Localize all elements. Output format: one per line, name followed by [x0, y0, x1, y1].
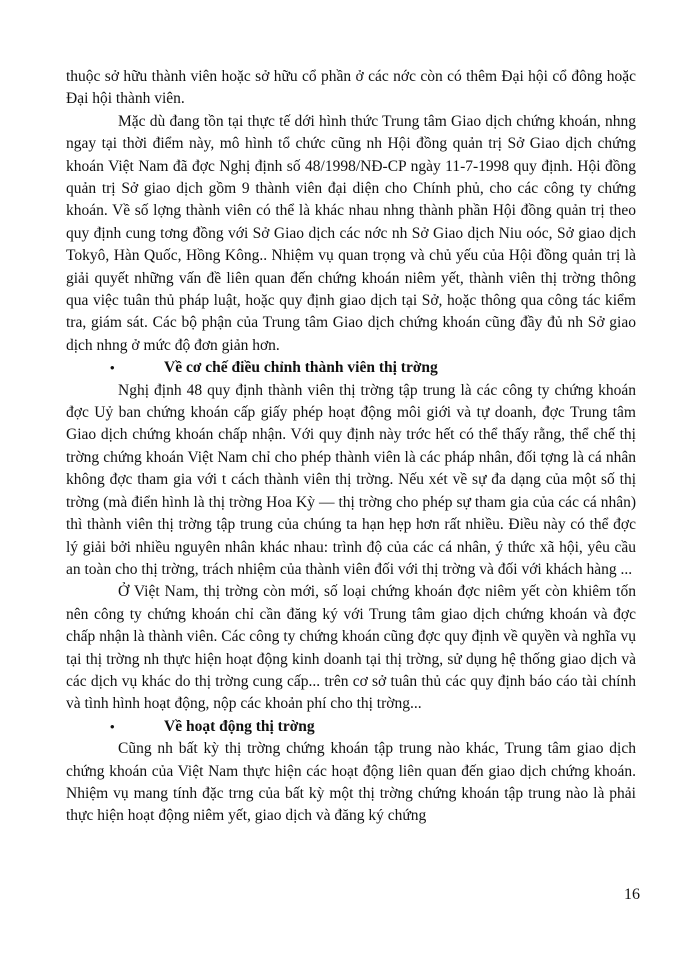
bullet-icon: •: [110, 718, 115, 734]
heading-text: Về hoạt động thị trờng: [164, 717, 315, 735]
paragraph-vietnam-market: Ở Việt Nam, thị trờng còn mới, số loại chứng khoán đợc niêm yết còn khiêm tốn nên công ty chứng khoán chỉ cần đăng ký với Trung tâm giao dịch chứng khoán và đợc chấp nhận là thành viên. Các công ty chứng khoán cũng đợc quy định về quyền và nghĩa vụ tại thị trờng nh thực hiện hoạt động kinh doanh tại thị trờng, sử dụng hệ thống giao dịch và các dịch vụ khác do thị trờng cung cấp... trên cơ sở tuân thủ các quy định báo cáo tài chính và tình hình hoạt động, nộp các khoản phí cho thị trờng...: [66, 583, 636, 713]
page-number: 16: [624, 886, 640, 903]
paragraph-continuation: thuộc sở hữu thành viên hoặc sở hữu cổ phần ở các nớc còn có thêm Đại hội cổ đông hoặc Đại hội thành viên.: [66, 68, 636, 108]
section-heading-members: [66, 357, 636, 379]
paragraph-market-activities: Cũng nh bất kỳ thị trờng chứng khoán tập trung nào khác, Trung tâm giao dịch chứng khoán của Việt Nam thực hiện các hoạt động liên quan đến giao dịch chứng khoán. Nhiệm vụ mang tính đặc trng của bất kỳ một thị trờng chứng khoán tập trung nào là phải thực hiện hoạt động niêm yết, giao dịch và đăng ký chứng: [66, 740, 636, 825]
page-body: [66, 66, 636, 828]
bullet-icon: •: [110, 360, 115, 376]
paragraph-board-of-directors: Mặc dù đang tồn tại thực tế dới hình thức Trung tâm Giao dịch chứng khoán, nhng ngay tại thời điểm này, mô hình tổ chức cũng nh Hội đồng quản trị Sở Giao dịch chứng khoán Việt Nam đã đợc Nghị định số 48/1998/NĐ-CP ngày 11-7-1998 quy định. Hội đồng quản trị Sở giao dịch gồm 9 thành viên đại diện cho Chính phủ, cho các công ty chứng khoán. Về số lợng thành viên có thể là khác nhau nhng thành phần Hội đồng quản trị theo quy định cung tơng đồng với Sở Giao dịch các nớc nh Sở Giao dịch Niu oóc, Sở giao dịch Tokyô, Hàn Quốc, Hồng Kông.. Nhiệm vụ quan trọng và chủ yếu của Hội đồng quản trị là giải quyết những vấn đề liên quan đến chứng khoán niêm yết, thành viên thị trờng thông qua việc tuân thủ pháp luật, hoặc quy định giao dịch tại Sở, hoặc thông qua công tác kiểm tra, giám sát. Các bộ phận của Trung tâm Giao dịch chứng khoán cũng đầy đủ nh Sở giao dịch nhng ở mức độ đơn giản hơn.: [66, 112, 636, 354]
paragraph-decree-48: Nghị định 48 quy định thành viên thị trờng tập trung là các công ty chứng khoán đợc Uỷ ban chứng khoán cấp giấy phép hoạt động môi giới và tự doanh, đợc Trung tâm Giao dịch chứng khoán chấp nhận. Với quy định này trớc hết có thể thấy rằng, thể chế thị trờng chứng khoán Việt Nam chỉ cho phép thành viên là các pháp nhân, đối tợng là cá nhân không đợc tham gia với t cách thành viên thị trờng. Nếu xét về sự đa dạng của một số thị trờng (mà điển hình là thị trờng Hoa Kỳ — thị trờng cho phép sự tham gia của các cá nhân) thì thành viên thị trờng tập trung của chúng ta hạn hẹp hơn rất nhiều. Điều này có thể đợc lý giải bởi nhiều nguyên nhân khác nhau: trình độ của các cá nhân, ý thức xã hội, yêu cầu an toàn cho thị trờng, trách nhiệm của thành viên đối với thị trờng và đối với khách hàng ...: [66, 381, 636, 578]
section-heading-activities: [66, 716, 636, 738]
heading-text: Về cơ chế điều chỉnh thành viên thị trờng: [164, 359, 438, 377]
